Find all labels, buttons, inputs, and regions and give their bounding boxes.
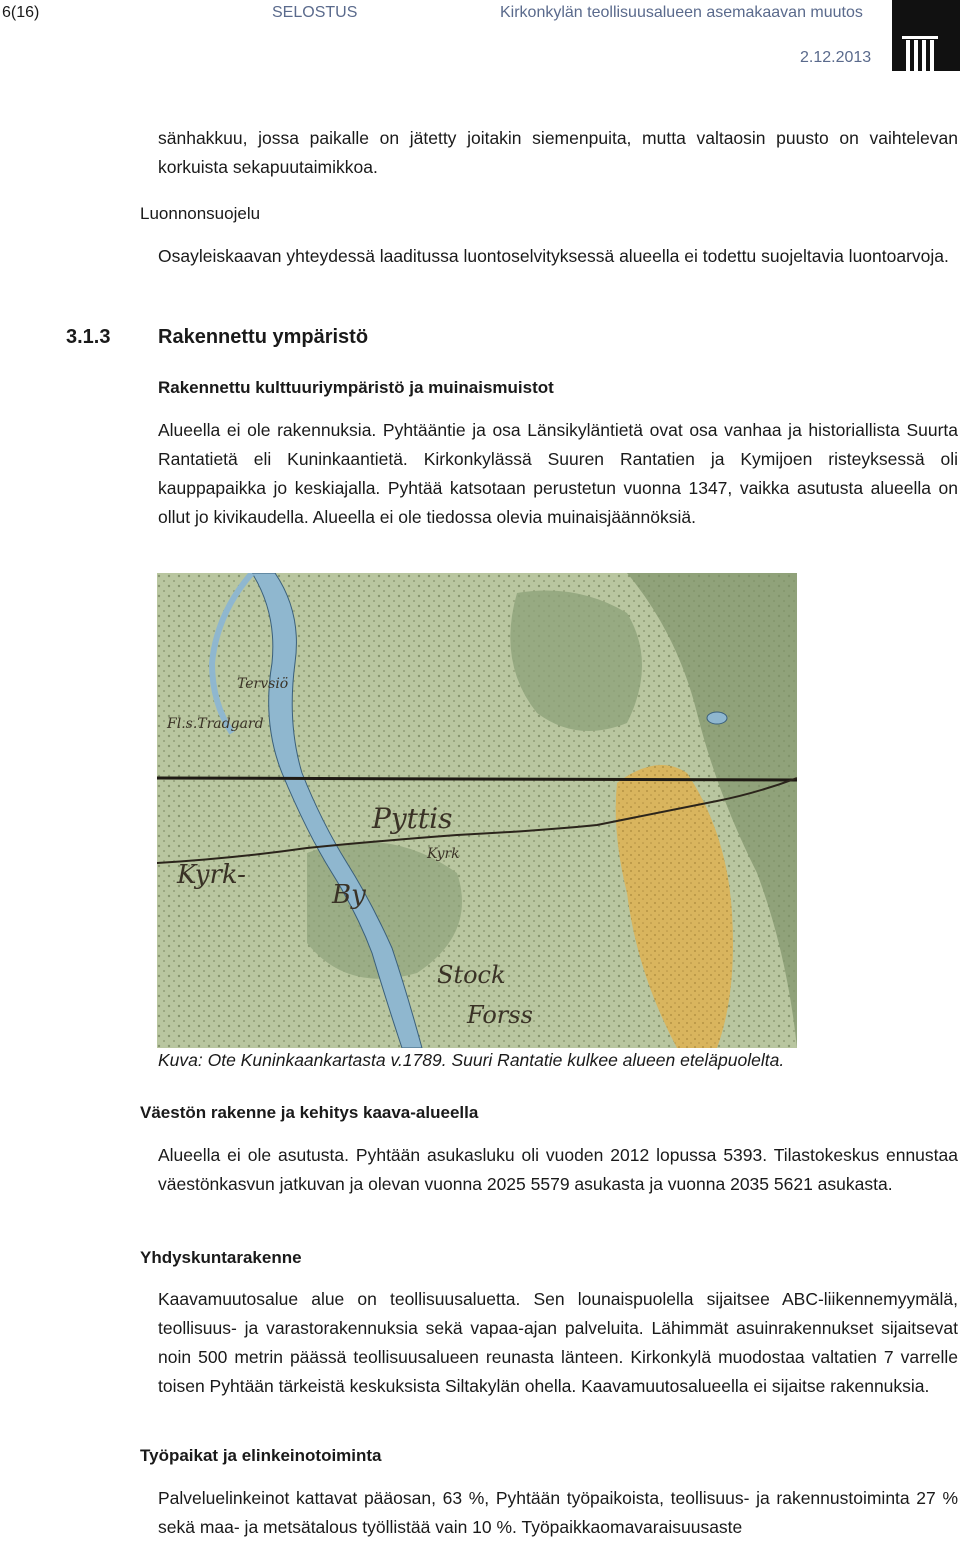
heading-vaesto: Väestön rakenne ja kehitys kaava-alueella xyxy=(140,1103,479,1122)
section-label: SELOSTUS xyxy=(272,4,358,21)
map-label: Forss xyxy=(467,1001,533,1029)
map-label: Stock xyxy=(437,961,506,989)
kulttuuriymparisto-paragraph: Alueella ei ole rakennuksia. Pyhtääntie ja osa Länsikyläntietä ovat osa vanhaa ja historiallista Suurta Rantatietä eli Kuninkaantietä. Kirkonkylässä Suuren Rantatien ja Kymijoen risteyksessä oli kauppapaikka jo keskiajalla. Pyhtää katsotaan perustetun vuonna 1347, vaikka asutusta alueella on ollut jo kivikaudella. Alueella ei ole tiedossa olevia muinaisjäännöksiä. xyxy=(158,420,958,527)
intro-paragraph: sänhakkuu, jossa paikalle on jätetty joitakin siemenpuita, mutta valtaosin puusto on vaihtelevan korkuista sekapuutaimikkoa. xyxy=(158,128,958,177)
page-number: 6(16) xyxy=(2,4,40,21)
luonnonsuojelu-paragraph: Osayleiskaavan yhteydessä laaditussa luontoselvityksessä alueella ei todettu suojeltavia luontoarvoja. xyxy=(158,246,949,266)
map-sheet-boundary xyxy=(157,778,797,780)
tyopaikat-paragraph: Palveluelinkeinot kattavat pääosan, 63 %, Pyhtään työpaikoista, teollisuus- ja rakennustoiminta 27 % sekä maa- ja metsätalous työllistää vain 10 %. Työpaikkaomavaraisuusaste xyxy=(158,1488,958,1537)
map-label: Kyrk- xyxy=(177,860,246,890)
heading-yhdyskuntarakenne: Yhdyskuntarakenne xyxy=(140,1248,302,1267)
municipality-logo-icon xyxy=(892,0,960,71)
map-lake xyxy=(707,712,727,724)
map-label: Kyrk xyxy=(427,846,460,862)
vaesto-paragraph: Alueella ei ole asutusta. Pyhtään asukasluku oli vuoden 2012 lopussa 5393. Tilastokeskus ennustaa väestönkasvun jatkuvan ja olevan vuonna 2025 5579 asukasta ja vuonna 2035 5621 asukasta. xyxy=(158,1145,958,1194)
historical-map xyxy=(157,573,797,1048)
map-label: By xyxy=(332,880,366,910)
heading-kulttuuriymparisto: Rakennettu kulttuuriympäristö ja muinaismuistot xyxy=(158,378,554,397)
heading-luonnonsuojelu: Luonnonsuojelu xyxy=(140,204,261,223)
figure-caption: Kuva: Ote Kuninkaankartasta v.1789. Suuri Rantatie kulkee alueen eteläpuolelta. xyxy=(158,1050,785,1070)
map-label: Fl.s.Tradgard xyxy=(167,716,264,732)
document-date: 2.12.2013 xyxy=(800,49,872,66)
map-label: Pyttis xyxy=(372,802,453,835)
yhdyskuntarakenne-paragraph: Kaavamuutosalue alue on teollisuusaluetta. Sen lounaispuolella sijaitsee ABC-liikennemyymälä, teollisuus- ja varastorakennuksia sekä vapaa-ajan palveluita. Lähimmät asuinrakennukset sijaitsevat noin 500 metrin päässä teollisuusalueen reunasta länteen. Kirkonkylä muodostaa valtatien 7 varrelle toisen Pyhtään tärkeistä keskuksista Siltakylän ohella. Kaavamuutosalueella ei sijaitse rakennuksia. xyxy=(158,1289,958,1396)
map-label: Tervsiö xyxy=(237,676,289,692)
section-title: Rakennettu ympäristö xyxy=(158,326,369,348)
document-title: Kirkonkylän teollisuusalueen asemakaavan muutos xyxy=(500,4,863,21)
page-header xyxy=(0,0,960,80)
section-number: 3.1.3 xyxy=(66,326,111,348)
heading-tyopaikat: Työpaikat ja elinkeinotoiminta xyxy=(140,1446,382,1465)
